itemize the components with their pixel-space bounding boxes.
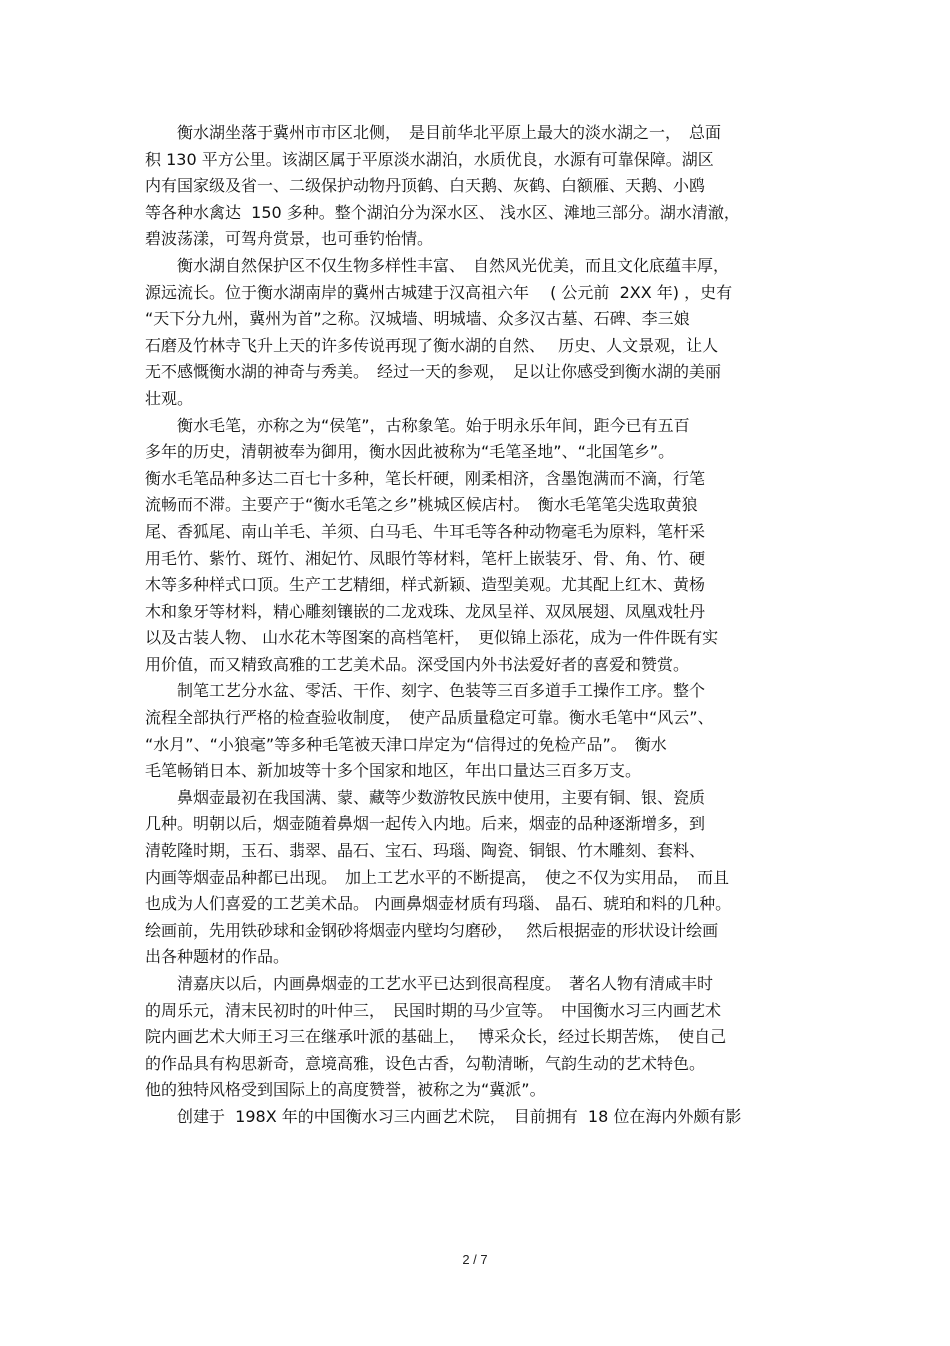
text-line: 尾、香狐尾、南山羊毛、羊须、白马毛、牛耳毛等各种动物毫毛为原料，笔杆采 — [145, 521, 706, 541]
text-line: 用价值，而又精致高雅的工艺美术品。深受国内外书法爱好者的喜爱和赞赏。 — [145, 654, 690, 674]
text-line: 创建于 198X 年的中国衡水习三内画艺术院， 目前拥有 18 位在海内外颇有影 — [145, 1106, 742, 1126]
text-line: 的作品具有构思新奇，意境高雅，设色古香，勾勒清晰，气韵生动的艺术特色。 — [145, 1053, 706, 1073]
document-body — [145, 120, 815, 1131]
text-line: 木等多种样式口顶。生产工艺精细，样式新颖、造型美观。尤其配上红木、黄杨 — [145, 575, 706, 595]
text-line: 内有国家级及省一、二级保护动物丹顶鹤、白天鹅、灰鹤、白额雁、天鹅、小鸥 — [145, 176, 706, 196]
page-number: 2 / 7 — [462, 1252, 488, 1267]
text-line: 木和象牙等材料，精心雕刻镶嵌的二龙戏珠、龙凤呈祥、双凤展翅、凤凰戏牡丹 — [145, 601, 706, 621]
text-line: 清嘉庆以后，内画鼻烟壶的工艺水平已达到很高程度。 著名人物有清咸丰时 — [145, 974, 714, 993]
text-line: 以及古装人物、 山水花木等图案的高档笔杆， 更似锦上添花，成为一件件既有实 — [145, 628, 719, 648]
text-line: 内画等烟壶品种都已出现。 加上工艺水平的不断提高， 使之不仅为实用品， 而且 — [145, 867, 730, 887]
text-line: 毛笔畅销日本、新加坡等十多个国家和地区，年出口量达三百多万支。 — [145, 761, 642, 781]
text-line: 出各种题材的作品。 — [145, 947, 290, 967]
text-line: 等各种水禽达 150 多种。整个湖泊分为深水区、 浅水区、滩地三部分。湖水清澈， — [145, 202, 740, 222]
text-line: 衡水毛笔，亦称之为“侯笔”，古称象笔。始于明永乐年间，距今已有五百 — [145, 415, 690, 435]
text-line: 流程全部执行严格的检查验收制度， 使产品质量稳定可靠。衡水毛笔中“风云”、 — [145, 708, 714, 728]
text-line: 的周乐元，清末民初时的叶仲三， 民国时期的马少宣等。 中国衡水习三内画艺术 — [145, 1000, 722, 1020]
text-line: 流畅而不滞。主要产于“衡水毛笔之乡”桃城区候店村。 衡水毛笔笔尖选取黄狼 — [145, 495, 698, 515]
text-line: 用毛竹、紫竹、斑竹、湘妃竹、凤眼竹等材料，笔杆上嵌装牙、骨、角、竹、硬 — [145, 548, 706, 568]
text-line: 鼻烟壶最初在我国满、蒙、藏等少数游牧民族中使用，主要有铜、银、瓷质 — [145, 787, 706, 807]
text-line: 几种。明朝以后，烟壶随着鼻烟一起传入内地。后来，烟壶的品种逐渐增多，到 — [145, 814, 706, 834]
text-line: 源远流长。位于衡水湖南岸的冀州古城建于汉高祖六年 ( 公元前 2XX 年) ，史有 — [145, 282, 733, 302]
text-line: 石磨及竹林寺飞升上天的许多传说再现了衡水湖的自然、 历史、人文景观，让人 — [145, 335, 719, 355]
text-line: “水月”、“小狼毫”等多种毛笔被天津口岸定为“信得过的免检产品”。 衡水 — [145, 734, 667, 754]
text-line: “天下分九州，冀州为首”之称。汉城墙、明城墙、众多汉古墓、石碑、李三娘 — [145, 309, 690, 329]
text-line: 积 130 平方公里。该湖区属于平原淡水湖泊，水质优良，水源有可靠保障。湖区 — [145, 149, 714, 169]
text-line: 制笔工艺分水盆、零活、干作、刻字、色装等三百多道手工操作工序。整个 — [145, 681, 706, 701]
text-line: 碧波荡漾，可驾舟赏景，也可垂钓怡情。 — [145, 229, 434, 249]
text-line: 清乾隆时期，玉石、翡翠、晶石、宝石、玛瑙、陶瓷、铜银、竹木雕刻、套料、 — [145, 841, 706, 861]
text-line: 无不感慨衡水湖的神奇与秀美。 经过一天的参观， 足以让你感受到衡水湖的美丽 — [145, 362, 722, 382]
text-line: 多年的历史，清朝被奉为御用，衡水因此被称为“毛笔圣地”、“北国笔乡”。 — [145, 442, 675, 462]
text-line: 绘画前，先用铁砂球和金钢砂将烟壶内壁均匀磨砂， 然后根据壶的形状设计绘画 — [145, 920, 719, 940]
text-line: 也成为人们喜爱的工艺美术品。 内画鼻烟壶材质有玛瑙、 晶石、琥珀和料的几种。 — [145, 894, 732, 914]
text-line: 衡水湖自然保护区不仅生物多样性丰富、 自然风光优美，而且文化底蕴丰厚， — [145, 255, 730, 275]
text-line: 院内画艺术大师王习三在继承叶派的基础上， 博采众长，经过长期苦炼， 使自己 — [145, 1027, 727, 1047]
text-line: 衡水毛笔品种多达二百七十多种，笔长杆硬，刚柔相济，含墨饱满而不滴，行笔 — [145, 468, 706, 488]
text-line: 衡水湖坐落于冀州市市区北侧， 是目前华北平原上最大的淡水湖之一， 总面 — [145, 123, 722, 142]
text-line: 壮观。 — [145, 388, 194, 408]
text-line: 他的独特风格受到国际上的高度赞誉，被称之为“冀派”。 — [145, 1080, 546, 1100]
